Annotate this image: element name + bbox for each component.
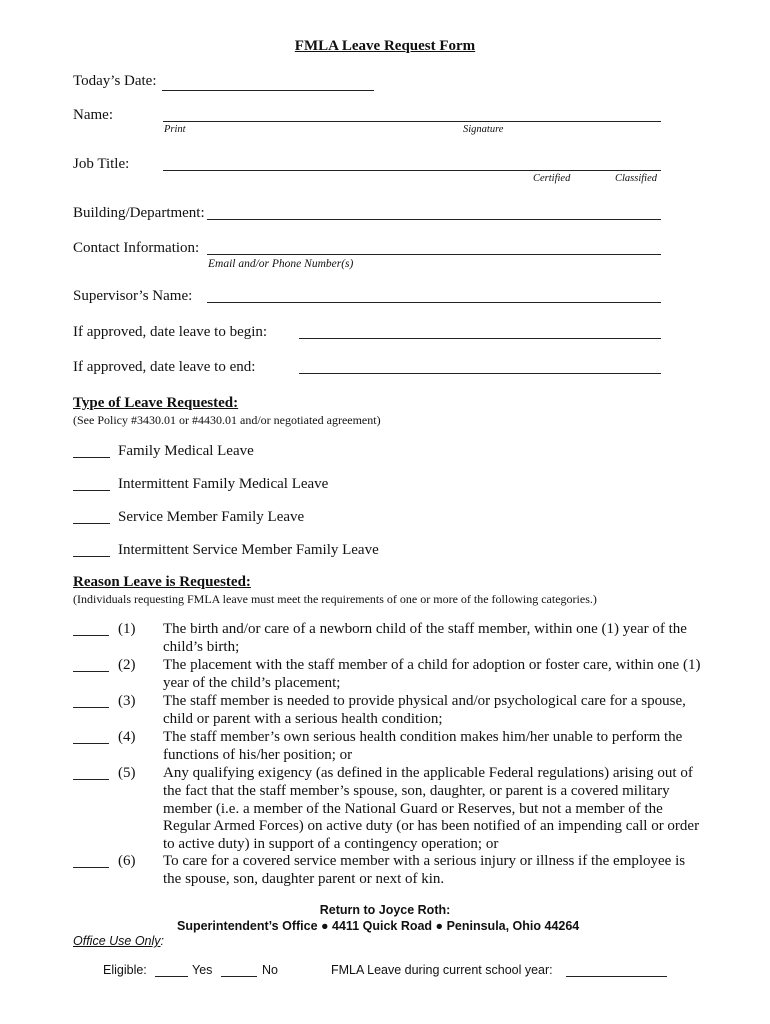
- reason-note: (Individuals requesting FMLA leave must meet the requirements of one or more of the following categories.): [73, 592, 597, 606]
- reason-text: Any qualifying exigency (as defined in the applicable Federal regulations) arising out of the fact that the staff member’s spouse, son, daughter, or parent is a covered military member (i.e. a member of the National Guard or Reserves, but not a member of the Regular Armed Forces) on active duty (or has been notified of an impending call or order to active duty) in support of a contingency operation; or: [163, 765, 700, 853]
- eligible-no-label: No: [262, 963, 278, 977]
- leave-option-blank[interactable]: [73, 490, 110, 491]
- contact-info-field[interactable]: [207, 254, 661, 255]
- reason-blank[interactable]: [73, 635, 109, 636]
- job-title-label: Job Title:: [73, 156, 130, 172]
- leave-begin-field[interactable]: [299, 338, 661, 339]
- building-department-field[interactable]: [207, 219, 661, 220]
- leave-option-blank[interactable]: [73, 457, 110, 458]
- eligible-yes-label: Yes: [192, 963, 213, 977]
- name-label: Name:: [73, 107, 113, 123]
- leave-option-label: Service Member Family Leave: [118, 509, 305, 525]
- office-use-only: [73, 934, 164, 948]
- reason-number: (1): [118, 621, 136, 637]
- leave-end-field[interactable]: [299, 373, 661, 374]
- leave-begin-label: If approved, date leave to begin:: [73, 324, 268, 340]
- reason-number: (3): [118, 693, 136, 709]
- reason-blank[interactable]: [73, 743, 109, 744]
- reason-number: (6): [118, 853, 136, 869]
- leave-type-note: (See Policy #3430.01 or #4430.01 and/or negotiated agreement): [73, 413, 381, 427]
- reason-blank[interactable]: [73, 671, 109, 672]
- office-use-only-colon: :: [160, 934, 165, 948]
- reason-blank[interactable]: [73, 779, 109, 780]
- form-title: FMLA Leave Request Form: [294, 38, 476, 54]
- classified-caption: Classified: [615, 173, 658, 184]
- reason-text: The staff member’s own serious health condition makes him/her unable to perform the functions of his/her position; or: [163, 729, 683, 763]
- reason-number: (5): [118, 765, 136, 781]
- fmla-current-year-field[interactable]: [566, 976, 667, 977]
- signature-caption: Signature: [463, 124, 504, 135]
- eligible-no-blank[interactable]: [221, 976, 257, 977]
- leave-option-label: Intermittent Service Member Family Leave: [118, 542, 379, 558]
- certified-caption: Certified: [533, 173, 571, 184]
- todays-date-field[interactable]: [162, 90, 374, 91]
- reason-number: (4): [118, 729, 136, 745]
- leave-option-label: Intermittent Family Medical Leave: [118, 476, 329, 492]
- office-use-only-label: Office Use Only: [73, 934, 161, 948]
- todays-date-label: Today’s Date:: [73, 73, 157, 89]
- reason-text: The placement with the staff member of a child for adoption or foster care, within one (1) year of the child’s placement;: [163, 657, 701, 691]
- leave-end-label: If approved, date leave to end:: [73, 359, 256, 375]
- leave-option-blank[interactable]: [73, 523, 110, 524]
- contact-info-label: Contact Information:: [73, 240, 200, 256]
- reason-text: The birth and/or care of a newborn child of the staff member, within one (1) year of the child’s birth;: [163, 621, 687, 655]
- eligible-label: Eligible:: [103, 963, 147, 977]
- supervisor-field[interactable]: [207, 302, 661, 303]
- name-field[interactable]: [163, 121, 661, 122]
- print-caption: Print: [164, 124, 186, 135]
- contact-info-hint: Email and/or Phone Number(s): [208, 258, 354, 270]
- reason-heading: Reason Leave is Requested:: [73, 574, 251, 590]
- fmla-current-year-label: FMLA Leave during current school year:: [331, 963, 553, 977]
- leave-type-heading: Type of Leave Requested:: [73, 395, 239, 411]
- reason-number: (2): [118, 657, 136, 673]
- eligible-yes-blank[interactable]: [155, 976, 188, 977]
- job-title-field[interactable]: [163, 170, 661, 171]
- leave-option-label: Family Medical Leave: [118, 443, 254, 459]
- supervisor-label: Supervisor’s Name:: [73, 288, 193, 304]
- return-to-line: Return to Joyce Roth:: [319, 903, 451, 917]
- reason-blank[interactable]: [73, 867, 109, 868]
- reason-blank[interactable]: [73, 707, 109, 708]
- office-address: Superintendent’s Office ● 4411 Quick Road ● Peninsula, Ohio 44264: [177, 919, 580, 933]
- leave-option-blank[interactable]: [73, 556, 110, 557]
- building-department-label: Building/Department:: [73, 205, 205, 221]
- reason-text: To care for a covered service member with a serious injury or illness if the employee is the spouse, son, daughter parent or next of kin.: [163, 853, 686, 887]
- reason-text: The staff member is needed to provide physical and/or psychological care for a spouse, child or parent with a serious health condition;: [163, 693, 686, 727]
